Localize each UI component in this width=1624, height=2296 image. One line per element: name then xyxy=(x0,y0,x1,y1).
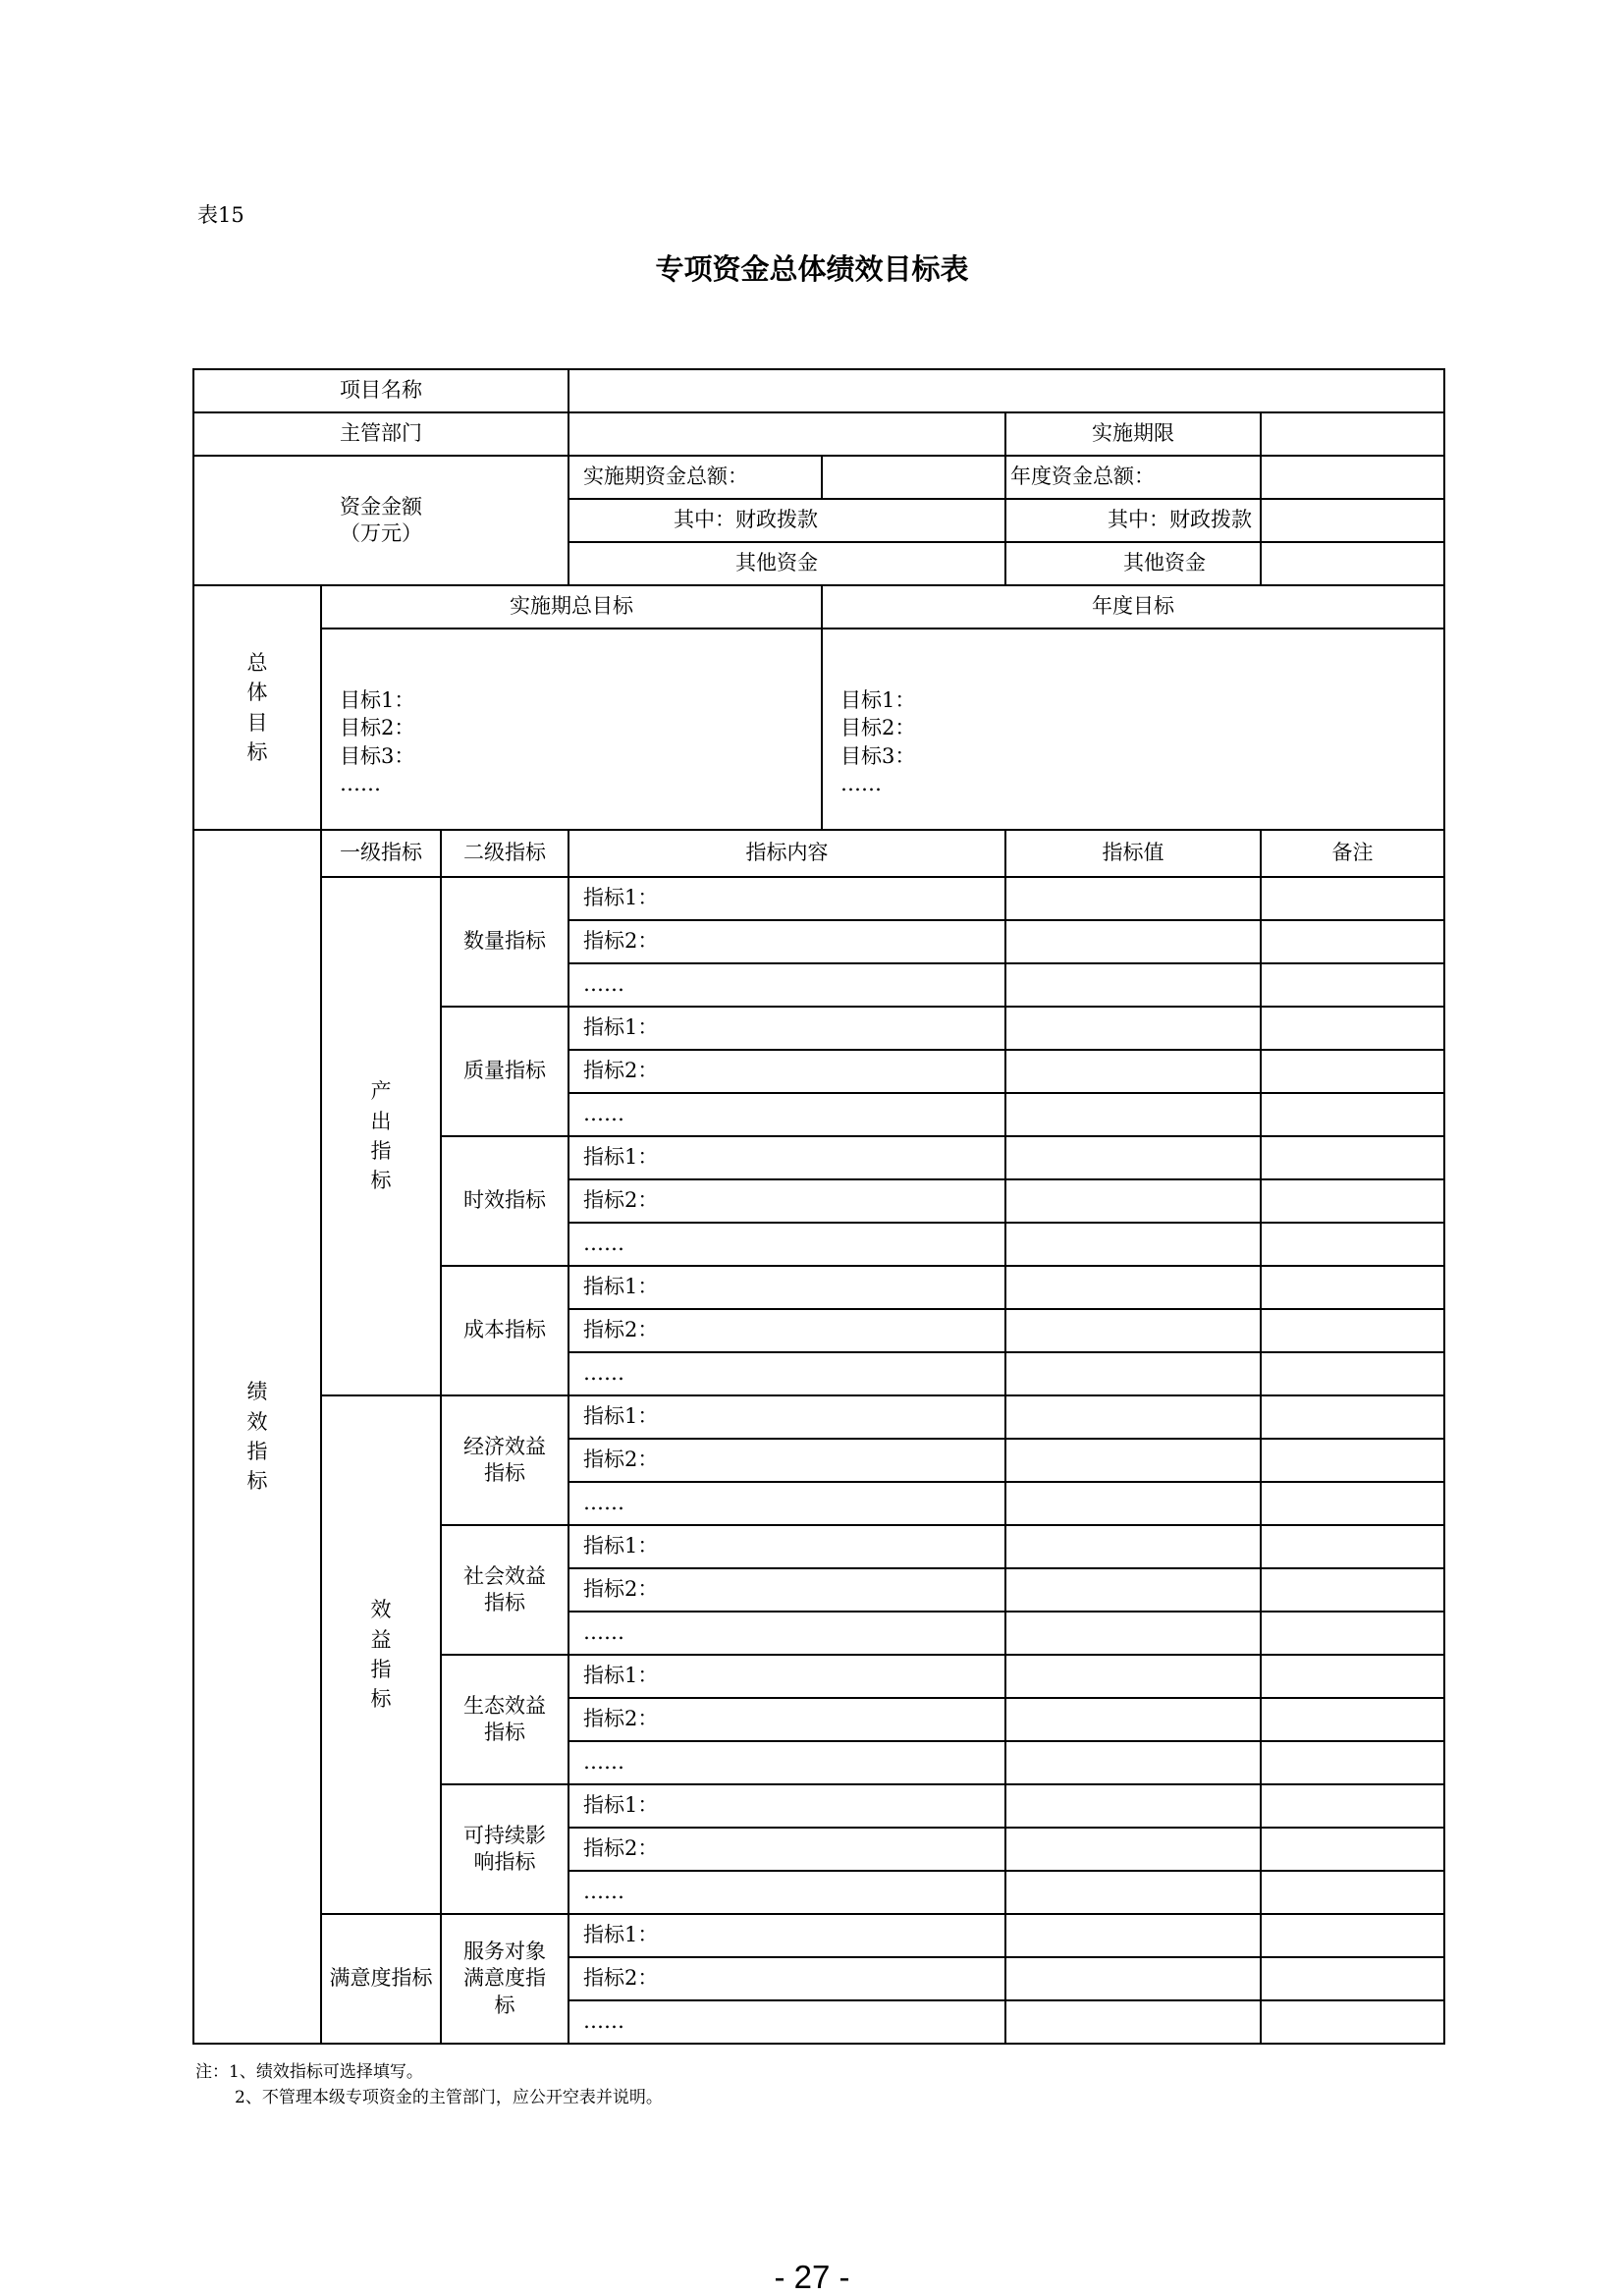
indicator-content[interactable]: 指标1： xyxy=(568,1914,1005,1957)
indicator-row xyxy=(193,1914,1444,1957)
indicator-remark-field[interactable] xyxy=(1261,1179,1444,1223)
indicator-remark-field[interactable] xyxy=(1261,2000,1444,2044)
period-other-label: 其他资金 xyxy=(568,542,1005,585)
indicator-remark-field[interactable] xyxy=(1261,1871,1444,1914)
annual-other-label: 其他资金 xyxy=(1005,542,1261,585)
indicator-remark-field[interactable] xyxy=(1261,1266,1444,1309)
indicator-value-field[interactable] xyxy=(1005,1957,1261,2000)
indicator-value-field[interactable] xyxy=(1005,1136,1261,1179)
page-number: - 27 - xyxy=(774,2259,850,2295)
header-level2: 二级指标 xyxy=(441,830,568,877)
funds-unit: （万元） xyxy=(340,521,423,545)
indicator-remark-field[interactable] xyxy=(1261,1784,1444,1828)
indicator-remark-field[interactable] xyxy=(1261,1568,1444,1612)
funds-label-cell xyxy=(193,456,568,585)
level2-label-timeliness: 时效指标 xyxy=(463,1188,547,1213)
indicator-value-field[interactable] xyxy=(1005,1007,1261,1050)
annual-total-label: 年度资金总额： xyxy=(1005,456,1261,499)
indicator-row xyxy=(193,1395,1444,1439)
indicator-value-field[interactable] xyxy=(1005,1828,1261,1871)
perf-label: 绩效指标 xyxy=(246,1380,268,1494)
indicator-remark-field[interactable] xyxy=(1261,1309,1444,1352)
indicator-content[interactable]: 指标1： xyxy=(568,1784,1005,1828)
indicator-value-field[interactable] xyxy=(1005,1223,1261,1266)
funds-label: 资金金额 xyxy=(340,494,423,519)
annual-goal-header: 年度目标 xyxy=(822,585,1444,629)
level2-label-service: 服务对象满意度指标 xyxy=(463,1940,547,2017)
level2-cell-timeliness xyxy=(441,1136,568,1266)
annual-goal-2: 目标2： xyxy=(840,716,916,740)
table-number-label: 表15 xyxy=(197,203,244,227)
indicator-remark-field[interactable] xyxy=(1261,1352,1444,1395)
indicator-content[interactable]: 指标2： xyxy=(568,1828,1005,1871)
annual-goals-cell[interactable] xyxy=(822,629,1444,830)
level2-cell-social xyxy=(441,1525,568,1655)
level2-cell-economic xyxy=(441,1395,568,1525)
annual-fiscal-field[interactable] xyxy=(1261,499,1444,542)
indicator-content[interactable]: 指标2： xyxy=(568,1179,1005,1223)
indicator-content[interactable]: …… xyxy=(568,1223,1005,1266)
indicator-value-field[interactable] xyxy=(1005,1741,1261,1784)
indicator-value-field[interactable] xyxy=(1005,1698,1261,1741)
indicator-value-field[interactable] xyxy=(1005,1179,1261,1223)
header-remark: 备注 xyxy=(1261,830,1444,877)
indicator-remark-field[interactable] xyxy=(1261,1223,1444,1266)
period-label: 实施期限 xyxy=(1005,412,1261,456)
period-goal-ellipsis: …… xyxy=(340,772,381,796)
level1-cell-output xyxy=(321,877,441,1395)
indicator-content[interactable]: …… xyxy=(568,1093,1005,1136)
indicator-remark-field[interactable] xyxy=(1261,1136,1444,1179)
indicator-remark-field[interactable] xyxy=(1261,920,1444,963)
indicator-content[interactable]: 指标2： xyxy=(568,1439,1005,1482)
period-total-field[interactable] xyxy=(822,456,1005,499)
indicator-remark-field[interactable] xyxy=(1261,1050,1444,1093)
period-goal-3: 目标3： xyxy=(340,743,415,768)
indicator-value-field[interactable] xyxy=(1005,1093,1261,1136)
indicator-content[interactable]: …… xyxy=(568,963,1005,1007)
dept-field[interactable] xyxy=(568,412,1005,456)
indicator-value-field[interactable] xyxy=(1005,1395,1261,1439)
indicator-content[interactable]: …… xyxy=(568,1612,1005,1655)
level2-label-cost: 成本指标 xyxy=(463,1318,547,1342)
indicator-remark-field[interactable] xyxy=(1261,1395,1444,1439)
level2-cell-ecological xyxy=(441,1655,568,1784)
level2-label-quality: 质量指标 xyxy=(463,1059,547,1083)
level2-cell-service xyxy=(441,1914,568,2044)
indicator-value-field[interactable] xyxy=(1005,1784,1261,1828)
dept-label: 主管部门 xyxy=(193,412,568,456)
indicator-content[interactable]: …… xyxy=(568,2000,1005,2044)
project-name-field[interactable] xyxy=(568,369,1444,412)
indicator-content[interactable]: …… xyxy=(568,1482,1005,1525)
indicator-remark-field[interactable] xyxy=(1261,1439,1444,1482)
indicator-remark-field[interactable] xyxy=(1261,1828,1444,1871)
indicator-value-field[interactable] xyxy=(1005,963,1261,1007)
indicator-value-field[interactable] xyxy=(1005,1266,1261,1309)
level2-cell-sustainable xyxy=(441,1784,568,1914)
level1-label-satisfaction: 满意度指标 xyxy=(329,1966,433,1991)
indicator-remark-field[interactable] xyxy=(1261,1525,1444,1568)
level2-cell-cost xyxy=(441,1266,568,1395)
notes xyxy=(195,2059,663,2111)
indicator-row xyxy=(193,877,1444,920)
indicator-remark-field[interactable] xyxy=(1261,1093,1444,1136)
level1-cell-satisfaction xyxy=(321,1914,441,2044)
level2-label-ecological: 生态效益指标 xyxy=(463,1693,547,1744)
indicator-remark-field[interactable] xyxy=(1261,1698,1444,1741)
indicator-content[interactable]: 指标2： xyxy=(568,1698,1005,1741)
indicator-content[interactable]: 指标1： xyxy=(568,877,1005,920)
annual-goal-1: 目标1： xyxy=(840,688,916,712)
indicator-value-field[interactable] xyxy=(1005,1482,1261,1525)
header-content: 指标内容 xyxy=(568,830,1005,877)
period-total-label: 实施期资金总额： xyxy=(568,456,822,499)
indicator-content[interactable]: 指标2： xyxy=(568,1050,1005,1093)
indicator-content[interactable]: …… xyxy=(568,1741,1005,1784)
indicator-remark-field[interactable] xyxy=(1261,1655,1444,1698)
period-goals-cell[interactable] xyxy=(321,629,822,830)
indicator-content[interactable]: 指标2： xyxy=(568,1568,1005,1612)
level2-label-quantity: 数量指标 xyxy=(463,929,547,954)
indicator-content[interactable]: 指标1： xyxy=(568,1525,1005,1568)
level2-label-economic: 经济效益指标 xyxy=(463,1434,547,1485)
indicator-value-field[interactable] xyxy=(1005,1439,1261,1482)
header-level1: 一级指标 xyxy=(321,830,441,877)
indicator-value-field[interactable] xyxy=(1005,1655,1261,1698)
indicator-remark-field[interactable] xyxy=(1261,1914,1444,1957)
indicator-content[interactable]: 指标1： xyxy=(568,1136,1005,1179)
annual-other-field[interactable] xyxy=(1261,542,1444,585)
period-goal-header: 实施期总目标 xyxy=(321,585,822,629)
indicator-value-field[interactable] xyxy=(1005,1525,1261,1568)
level1-label-output: 产出指标 xyxy=(370,1079,392,1193)
indicator-value-field[interactable] xyxy=(1005,1568,1261,1612)
level1-label-benefit: 效益指标 xyxy=(370,1598,392,1712)
level1-cell-benefit xyxy=(321,1395,441,1914)
performance-goal-form xyxy=(192,368,1445,2045)
period-goal-1: 目标1： xyxy=(340,688,415,712)
project-name-label: 项目名称 xyxy=(193,369,568,412)
indicator-value-field[interactable] xyxy=(1005,1871,1261,1914)
indicator-value-field[interactable] xyxy=(1005,2000,1261,2044)
perf-label-cell xyxy=(193,830,321,2044)
period-goal-2: 目标2： xyxy=(340,716,415,740)
annual-goal-3: 目标3： xyxy=(840,743,916,768)
level2-cell-quality xyxy=(441,1007,568,1136)
indicator-remark-field[interactable] xyxy=(1261,1612,1444,1655)
indicator-remark-field[interactable] xyxy=(1261,1741,1444,1784)
indicator-value-field[interactable] xyxy=(1005,1309,1261,1352)
note-2: 2、不管理本级专项资金的主管部门，应公开空表并说明。 xyxy=(235,2088,663,2108)
annual-fiscal-label: 其中：财政拨款 xyxy=(1005,499,1261,542)
indicator-content[interactable]: …… xyxy=(568,1352,1005,1395)
indicator-content[interactable]: 指标2： xyxy=(568,920,1005,963)
period-fiscal-label: 其中：财政拨款 xyxy=(568,499,1005,542)
indicator-value-field[interactable] xyxy=(1005,1914,1261,1957)
annual-total-field[interactable] xyxy=(1261,456,1444,499)
indicator-remark-field[interactable] xyxy=(1261,1482,1444,1525)
annual-goal-ellipsis: …… xyxy=(840,772,883,796)
indicator-content[interactable]: 指标1： xyxy=(568,1007,1005,1050)
indicator-remark-field[interactable] xyxy=(1261,1007,1444,1050)
indicator-content[interactable]: 指标2： xyxy=(568,1309,1005,1352)
indicator-content[interactable]: 指标1： xyxy=(568,1266,1005,1309)
indicator-content[interactable]: 指标1： xyxy=(568,1655,1005,1698)
indicator-value-field[interactable] xyxy=(1005,920,1261,963)
indicator-value-field[interactable] xyxy=(1005,1612,1261,1655)
level2-label-social: 社会效益指标 xyxy=(463,1563,547,1614)
indicator-remark-field[interactable] xyxy=(1261,1957,1444,2000)
level2-cell-quantity xyxy=(441,877,568,1007)
indicator-remark-field[interactable] xyxy=(1261,963,1444,1007)
overall-goal-label-cell xyxy=(193,585,321,830)
indicator-remark-field[interactable] xyxy=(1261,877,1444,920)
period-field[interactable] xyxy=(1261,412,1444,456)
overall-goal-label: 总体目标 xyxy=(246,650,268,764)
indicator-content[interactable]: 指标2： xyxy=(568,1957,1005,2000)
indicator-value-field[interactable] xyxy=(1005,1050,1261,1093)
note-1: 注：1、绩效指标可选择填写。 xyxy=(195,2062,423,2082)
header-value: 指标值 xyxy=(1005,830,1261,877)
level2-label-sustainable: 可持续影响指标 xyxy=(463,1823,547,1874)
indicator-value-field[interactable] xyxy=(1005,1352,1261,1395)
page-title: 专项资金总体绩效目标表 xyxy=(655,252,969,286)
indicator-value-field[interactable] xyxy=(1005,877,1261,920)
indicator-content[interactable]: …… xyxy=(568,1871,1005,1914)
indicator-content[interactable]: 指标1： xyxy=(568,1395,1005,1439)
